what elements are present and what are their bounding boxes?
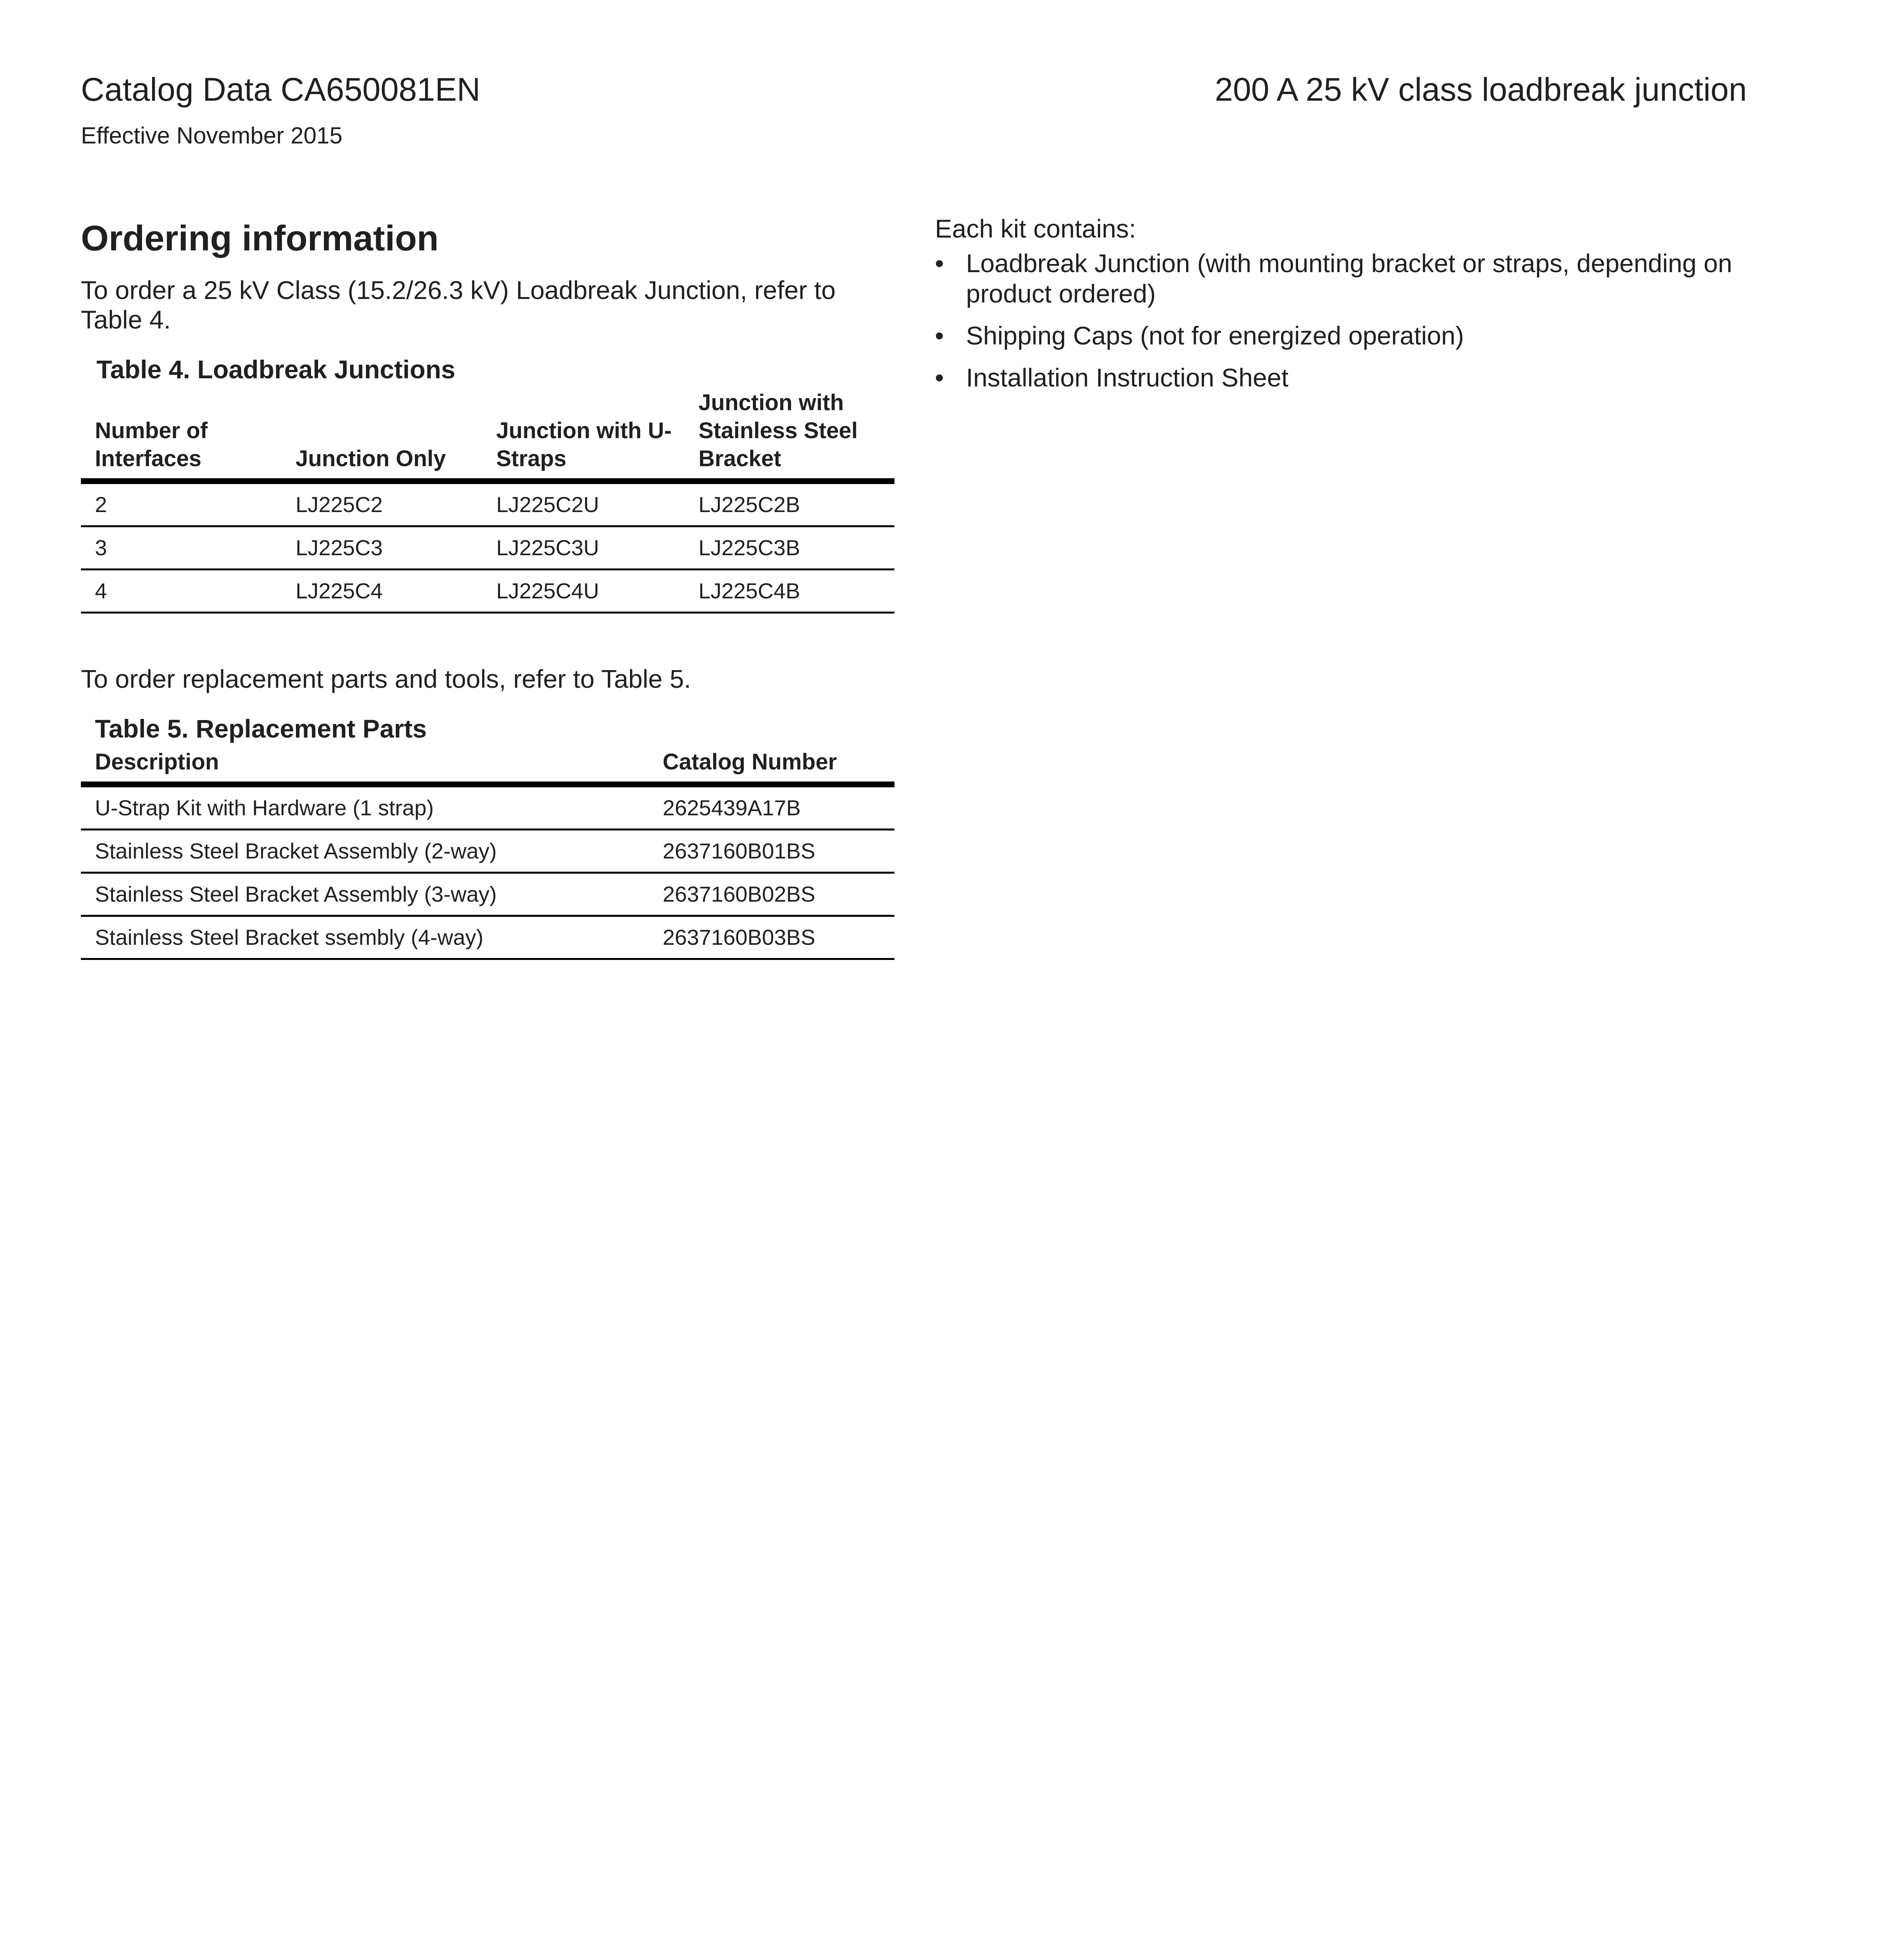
list-item-text: Loadbreak Junction (with mounting bracket or straps, depending on product ordered) [966, 249, 1732, 308]
list-item-text: Shipping Caps (not for energized operation) [966, 321, 1464, 350]
loadbreak-junctions-table [81, 389, 894, 614]
section-heading: Ordering information [81, 219, 439, 258]
catalog-number: CA650081EN [280, 71, 481, 108]
table-cell: LJ225C3B [684, 526, 894, 570]
effective-date: Effective November 2015 [81, 122, 343, 149]
left-column [81, 213, 894, 960]
catalog-header [81, 71, 480, 108]
col-header-junction-u-straps: Junction with U-Straps [482, 389, 684, 481]
table-cell: LJ225C4U [482, 570, 684, 613]
kit-intro: Each kit contains: [935, 214, 1136, 243]
table-cell: 3 [81, 526, 282, 570]
table-row [81, 785, 894, 830]
table-cell: Stainless Steel Bracket ssembly (4-way) [81, 916, 649, 959]
table-row [81, 830, 894, 873]
table-cell: U-Strap Kit with Hardware (1 strap) [81, 785, 649, 830]
col-header-catalog-number: Catalog Number [649, 748, 894, 785]
replacement-intro: To order replacement parts and tools, refer to Table 5. [81, 664, 691, 693]
table-header-row [81, 389, 894, 481]
table-row [81, 526, 894, 570]
table-cell: LJ225C2B [684, 481, 894, 526]
col-header-interfaces: Number of Interfaces [81, 389, 282, 481]
table-cell: 2637160B03BS [649, 916, 894, 959]
table-cell: 2637160B02BS [649, 873, 894, 916]
table-cell: LJ225C4B [684, 570, 894, 613]
table-row [81, 570, 894, 613]
right-column [935, 213, 1752, 404]
table-cell: LJ225C3U [482, 526, 684, 570]
bullet-icon: • [935, 321, 944, 350]
list-item [935, 362, 1752, 393]
table5-caption: Table 5. Replacement Parts [95, 714, 427, 743]
table-cell: 2 [81, 481, 282, 526]
bullet-icon: • [935, 363, 944, 392]
col-header-junction-only: Junction Only [282, 389, 482, 481]
table-header-row [81, 748, 894, 785]
table-cell: Stainless Steel Bracket Assembly (3-way) [81, 873, 649, 916]
table-cell: LJ225C2U [482, 481, 684, 526]
replacement-parts-table [81, 748, 894, 960]
list-item [935, 248, 1752, 309]
catalog-prefix: Catalog Data [81, 71, 272, 108]
table-row [81, 481, 894, 526]
table-cell: 2637160B01BS [649, 830, 894, 873]
document-title: 200 A 25 kV class loadbreak junction [1214, 71, 1747, 108]
table-cell: LJ225C2 [282, 481, 482, 526]
col-header-junction-bracket: Junction with Stainless Steel Bracket [684, 389, 894, 481]
ordering-intro: To order a 25 kV Class (15.2/26.3 kV) Loadbreak Junction, refer to Table 4. [81, 276, 836, 334]
table-row [81, 916, 894, 959]
table-cell: LJ225C4 [282, 570, 482, 613]
kit-contents-list [935, 248, 1752, 393]
list-item-text: Installation Instruction Sheet [966, 363, 1289, 392]
list-item [935, 320, 1752, 351]
table-cell: 4 [81, 570, 282, 613]
table4-caption: Table 4. Loadbreak Junctions [96, 355, 456, 384]
col-header-description: Description [81, 748, 649, 785]
bullet-icon: • [935, 249, 944, 278]
table-cell: Stainless Steel Bracket Assembly (2-way) [81, 830, 649, 873]
table-row [81, 873, 894, 916]
table-cell: 2625439A17B [649, 785, 894, 830]
table-cell: LJ225C3 [282, 526, 482, 570]
